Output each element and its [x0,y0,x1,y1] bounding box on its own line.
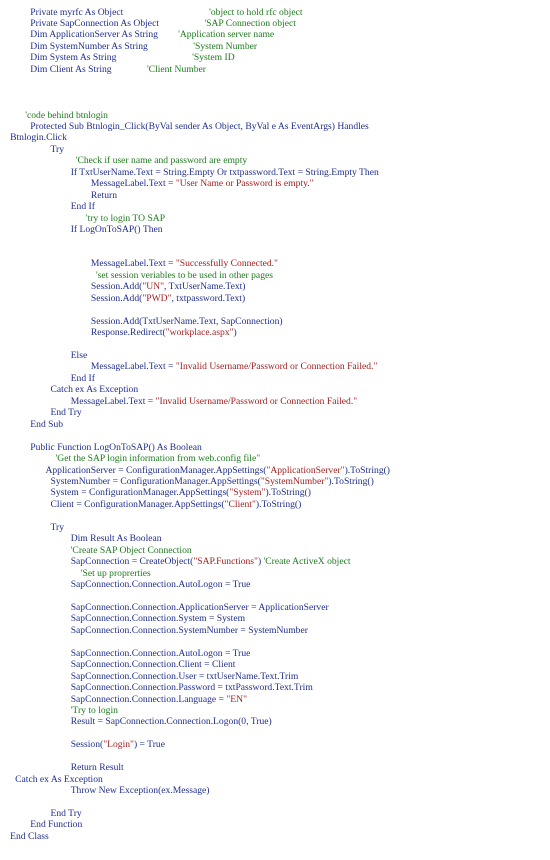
code-token: MessageLabel.Text = [90,258,176,270]
code-string: "Client" [224,498,256,510]
code-token: Catch ex As Exception [15,773,103,785]
code-token: Dim Client As String [30,63,112,75]
code-line [91,190,117,201]
code-token: Dim Result As Boolean [70,533,162,545]
code-line [30,7,302,18]
code-line [10,132,67,143]
code-token: Private SapConnection As Object [30,17,159,29]
code-token: ) = True [133,739,165,751]
code-line [71,739,165,750]
code-line [30,64,206,75]
code-comment: 'Check if user name and password are empty [75,155,248,167]
code-string: "workplace.aspx" [165,327,234,339]
code-line [91,258,278,269]
code-token: Catch ex As Exception [50,384,139,396]
code-token: End Function [30,819,83,831]
code-comment: 'try to login TO SAP [85,212,166,224]
code-line [30,18,296,29]
code-string: "PWD" [142,292,172,304]
code-line [71,533,162,544]
code-token: SapConnection.Connection.AutoLogon = True [70,579,251,590]
code-token: MessageLabel.Text = [90,178,176,190]
code-line [96,270,273,281]
code-line [91,316,283,327]
code-line [30,419,63,430]
code-line [51,487,311,498]
code-token: End Sub [30,418,64,430]
code-string: "Invalid Username/Password or Connection Failed." [175,361,378,373]
code-token: Client = ConfigurationManager.AppSettings( [50,498,225,510]
code-comment: 'Client Number [146,63,206,75]
code-token: Dim SystemNumber As String [30,40,148,52]
code-token: End Try [50,808,82,819]
code-token: SapConnection.Connection.Language = [70,693,227,705]
code-line [71,224,163,235]
code-token: , TxtUserName.Text) [164,281,246,293]
code-token: Dim ApplicationServer As String [30,29,158,41]
code-token: SapConnection.Connection.User = txtUserName.Text.Trim [70,670,299,682]
code-token: Session.Add( [90,281,143,293]
code-line [71,694,247,705]
code-string: "Invalid Username/Password or Connection Failed." [155,395,358,407]
code-token: Public Function LogOnToSAP() As Boolean [30,441,202,453]
code-token: End Class [10,830,49,842]
code-token: ).ToString() [255,498,302,510]
code-line [71,716,272,727]
code-line [71,785,210,796]
code-token: SapConnection.Connection.Client = Client [70,659,236,671]
code-token: MessageLabel.Text = [90,361,176,373]
code-line [71,373,95,384]
code-line [71,705,118,716]
code-line [71,762,124,773]
code-token: SystemNumber = ConfigurationManager.AppSettings( [50,475,261,487]
code-string: "UN" [142,281,165,293]
code-string: "System" [229,487,266,499]
code-line [51,808,82,819]
code-token: ) [233,327,237,339]
code-token: Throw New Exception(ex.Message) [70,785,210,797]
code-line [30,819,82,830]
code-line [51,407,82,418]
code-string: "Successfully Connected." [175,258,278,270]
code-line [71,350,88,361]
code-token: Session( [70,739,104,751]
code-line [71,201,95,212]
code-token: Session.Add( [90,292,143,304]
code-token: SapConnection.Connection.ApplicationServer = ApplicationServer [70,601,329,613]
code-token: MessageLabel.Text = [70,395,156,407]
code-comment: 'System ID [192,52,235,64]
code-token: Private myrfc As Object [30,6,124,18]
code-line [51,384,139,395]
code-line [86,213,165,224]
code-token: Else [70,350,88,361]
code-token: Response.Redirect( [90,327,166,339]
code-token: End If [70,201,95,213]
code-token: , txtpassword.Text) [171,292,246,304]
code-line [30,41,257,52]
code-comment: 'Create SAP Object Connection [70,544,192,556]
code-token: If TxtUserName.Text = String.Empty Or txtpassword.Text = String.Empty Then [70,166,379,178]
code-line [81,568,151,579]
code-token: SapConnection.Connection.System = System [70,613,246,625]
code-token: End Try [50,407,82,419]
code-token: SapConnection.Connection.SystemNumber = SystemNumber [70,624,308,636]
code-token: Protected Sub Btnlogin_Click(ByVal sender As Object, ByVal e As EventArgs) Handles [30,121,369,132]
code-line [51,522,65,533]
code-line [71,556,351,567]
code-line [91,361,377,372]
code-line [76,155,247,166]
code-token: Dim System As String [30,52,117,64]
code-line [25,110,108,121]
code-line [71,659,236,670]
code-token: SapConnection = CreateObject( [70,556,194,568]
code-line [71,648,251,659]
code-line [91,178,314,189]
code-token: If LogOnToSAP() Then [70,224,163,236]
code-string: "EN" [226,693,247,705]
code-line [30,121,369,132]
code-token: ApplicationServer = ConfigurationManager.AppSettings( [45,464,267,476]
code-token: ).ToString() [328,475,374,487]
code-string: "User Name or Password is empty." [175,178,314,190]
code-comment: 'set session veriables to be used in other pages [95,269,273,281]
code-token: ) [257,556,264,568]
code-comment: 'code behind btnlogin [25,109,108,121]
code-comment: 'SAP Connection object [204,17,296,29]
code-line [91,327,237,338]
code-comment: 'Application server name [178,29,275,41]
code-token: Try [50,521,65,533]
code-comment: 'object to hold rfc object [209,6,303,18]
code-token: System = ConfigurationManager.AppSettings( [50,487,230,499]
code-line [71,545,192,556]
code-line [71,671,299,682]
code-token: SapConnection.Connection.AutoLogon = True [70,647,251,659]
code-token: ).ToString() [344,464,391,476]
code-line [51,476,374,487]
code-line [71,613,245,624]
code-line [30,442,201,453]
code-line [56,453,261,464]
code-line [10,831,49,842]
code-line [51,499,302,510]
code-string: "SAP.Functions" [193,556,258,568]
code-line [30,52,234,63]
code-line [91,281,246,292]
code-token: Result = SapConnection.Connection.Logon(0, True) [70,716,272,728]
code-line [71,625,308,636]
code-comment: 'Create ActiveX object [263,556,351,568]
code-comment: 'Get the SAP login information from web.config file" [55,453,261,465]
code-line [45,465,390,476]
code-comment: 'Set up proprerties [80,567,151,579]
code-string: "ApplicationServer" [266,464,345,476]
code-line [30,29,274,40]
code-token: SapConnection.Connection.Password = txtPassword.Text.Trim [70,682,313,694]
code-line [51,144,65,155]
code-comment: 'Try to login [70,704,118,716]
code-token: ).ToString() [265,487,311,499]
code-token: Return [90,189,118,201]
code-line [91,293,245,304]
code-token: End If [70,372,95,384]
code-token: Try [50,143,65,155]
code-line [71,579,251,590]
code-string: "Login" [103,739,134,751]
code-token: Return Result [70,762,124,774]
code-line [71,167,379,178]
code-line [71,396,357,407]
code-comment: 'System Number [193,40,258,52]
code-line [71,602,329,613]
code-token: Btnlogin.Click [10,132,67,144]
code-string: "SystemNumber" [260,475,329,487]
code-token: Session.Add(TxtUserName.Text, SapConnection) [90,315,283,327]
code-line [15,774,103,785]
code-line [71,682,313,693]
